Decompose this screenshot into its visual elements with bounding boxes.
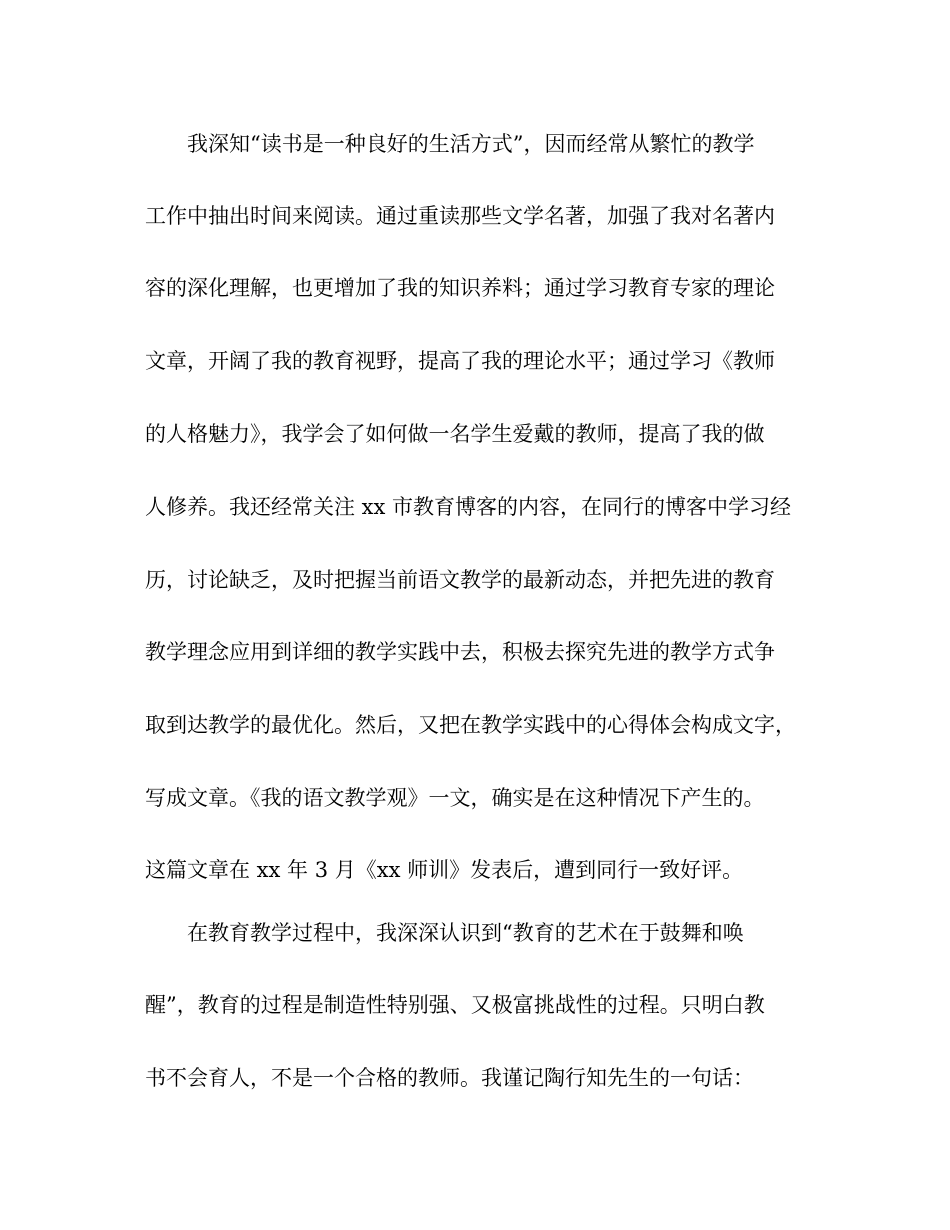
paragraph-line: 这篇文章在 xx 年 3 月《xx 师训》发表后，遭到同行一致好评。 — [145, 858, 744, 882]
paragraph-line: 书不会育人，不是一个合格的教师。我谨记陶行知先生的一句话： — [145, 1066, 754, 1090]
paragraph-line: 醒”，教育的过程是制造性特别强、又极富挑战性的过程。只明白教 — [145, 993, 765, 1017]
paragraph-line: 我深知“读书是一种良好的生活方式”，因而经常从繁忙的教学 — [187, 132, 755, 156]
paragraph-line: 在教育教学过程中，我深深认识到“教育的艺术在于鼓舞和唤 — [187, 921, 744, 945]
paragraph-line: 的人格魅力》，我学会了如何做一名学生爱戴的教师，提高了我的做 — [145, 422, 765, 446]
paragraph-line: 人修养。我还经常关注 xx 市教育博客的内容，在同行的博客中学习经 — [145, 495, 792, 519]
paragraph-line: 写成文章。《我的语文教学观》一文，确实是在这种情况下产生的。 — [145, 786, 765, 810]
paragraph-line: 取到达教学的最优化。然后，又把在教学实践中的心得体会构成文字， — [145, 713, 796, 737]
paragraph-line: 教学理念应用到详细的教学实践中去，积极去探究先进的教学方式争 — [145, 640, 775, 664]
paragraph-line: 文章，开阔了我的教育视野，提高了我的理论水平；通过学习《教师 — [145, 349, 775, 373]
paragraph-line: 容的深化理解，也更增加了我的知识养料；通过学习教育专家的理论 — [145, 276, 775, 300]
paragraph-line: 工作中抽出时间来阅读。通过重读那些文学名著，加强了我对名著内 — [145, 204, 775, 228]
paragraph-line: 历，讨论缺乏，及时把握当前语文教学的最新动态，并把先进的教育 — [145, 568, 775, 592]
